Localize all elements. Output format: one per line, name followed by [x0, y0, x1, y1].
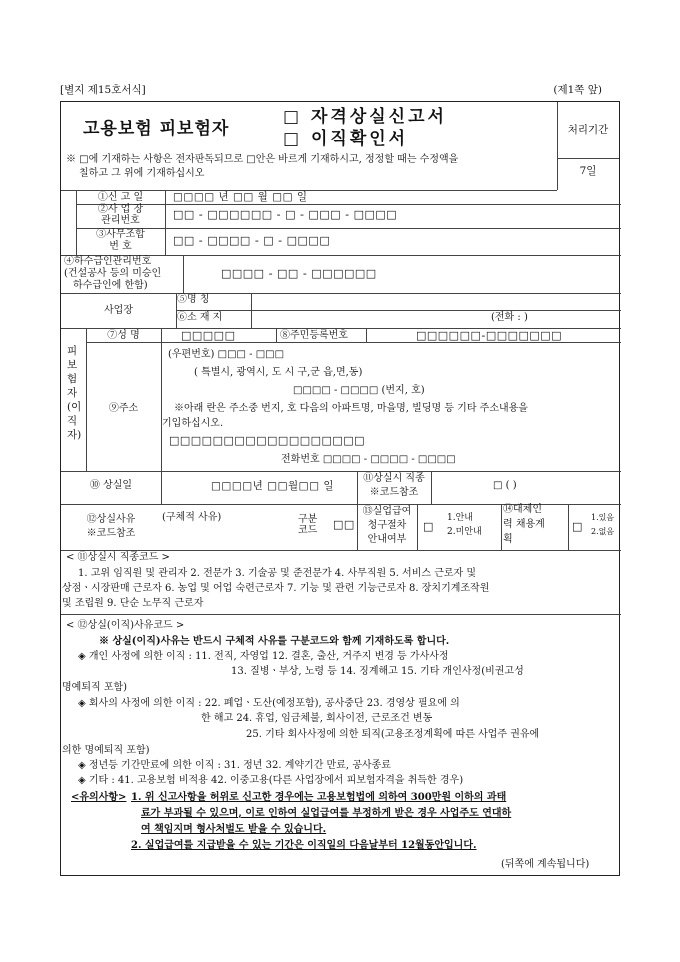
- reason-code-label: 코드: [298, 525, 318, 536]
- job-codes-line: 상점ㆍ시장판매 근로자 6. 농업 및 어업 숙련근로자 7. 기능 및 관련 기능근로자 8. 장치기계조작원: [62, 583, 490, 594]
- loss-reason-label: ⑫상실사유: [86, 514, 136, 525]
- caution-line: 1. 위 신고사항을 허위로 신고한 경우에는 고용보험법에 의하여 300만원 이하의 과태: [131, 792, 507, 803]
- reason-codes-line: ◈ 개인 사정에 의한 이직 : 11. 전직, 자영업 12. 결혼, 출산, 거주지 변경 등 가사사정: [78, 651, 449, 662]
- reason-codes-line: 의한 명예퇴직 포함): [62, 745, 150, 756]
- insured-name-field[interactable]: □□□□□: [181, 329, 236, 342]
- reason-codes-line: ◈ 정년등 기간만료에 의한 이직 : 31. 정년 32. 계약기간 만료, 공사종료: [78, 760, 391, 771]
- job-codes-line: 1. 고위 임직원 및 관리자 2. 전문가 3. 기술공 및 준전문가 4. 사무직원 5. 서비스 근로자 및: [78, 568, 477, 579]
- replacement-hire-checkbox[interactable]: □: [572, 520, 583, 533]
- reason-codes-line: 한 해고 24. 휴업, 임금체불, 회사이전, 근로조건 변동: [201, 713, 433, 724]
- benefit-guide-checkbox[interactable]: □: [423, 520, 434, 533]
- job-type-field[interactable]: □ ( ): [493, 480, 517, 491]
- subcontractor-field[interactable]: □□□□ - □□ - □□□□□□: [221, 267, 377, 280]
- reason-codes-line: ◈ 회사의 사정에 의한 이직 : 22. 폐업ㆍ도산(예정포함), 공사중단 23. 경영상 필요에 의: [78, 698, 460, 709]
- reason-codes-line: 명예퇴직 포함): [62, 682, 128, 693]
- report-date-label: ①신 고 일: [97, 192, 144, 203]
- address-label: ⑨주소: [108, 403, 139, 414]
- report-form: [60, 101, 620, 876]
- report-date-field[interactable]: □□□□ 년 □□ 월 □□ 일: [173, 191, 308, 203]
- job-codes-title: < ⑪상실시 직종코드 >: [66, 552, 170, 563]
- phone-field[interactable]: 전화번호 □□□□ - □□□□ - □□□□: [281, 454, 456, 465]
- replacement-hire-label: ⑭대체인: [503, 504, 542, 515]
- caution-label: <유의사항>: [71, 792, 127, 803]
- notice-line: 칠하고 그 위에 기재하십시오: [79, 168, 205, 179]
- form-title: 고용보험 피보험자: [83, 119, 230, 139]
- job-type-label: ※코드참조: [369, 487, 419, 498]
- processing-period-label: 처리기간: [567, 124, 609, 136]
- loss-reason-label: ※코드참조: [86, 528, 136, 539]
- subcontractor-label: ④하수급인관리번호: [64, 256, 152, 267]
- union-no-label: 번 호: [109, 241, 132, 252]
- address-note: ※아래 란은 주소중 번지, 호 다음의 아파트명, 마을명, 빌딩명 등 기타 주소내용을: [174, 403, 528, 414]
- address-detail-field[interactable]: □□□□□□□□□□□□□□□□□□: [169, 434, 366, 447]
- lot-number-field[interactable]: □□□□ - □□□□ (번지, 호): [293, 385, 425, 396]
- loss-date-label: ⑩ 상실일: [89, 480, 133, 491]
- processing-period-value: 7일: [579, 165, 597, 177]
- caution-line: 여 책임지며 형사처벌도 받을 수 있습니다.: [141, 824, 327, 835]
- rrn-label: ⑧주민등록번호: [280, 330, 348, 341]
- replacement-option: 1.있음: [591, 513, 615, 522]
- loss-date-field[interactable]: □□□□년 □□월□□ 일: [211, 480, 334, 492]
- workplace-name-label: ⑤명 칭: [177, 294, 210, 305]
- workplace-no-label: 관리번호: [101, 215, 140, 226]
- reason-codes-line: ◈ 기타 : 41. 고용보험 비적용 42. 이중고용(다른 사업장에서 피보험자격을 취득한 경우): [78, 775, 464, 786]
- reason-code-label: 구분: [298, 514, 318, 525]
- reason-codes-line: 13. 질병ㆍ부상, 노령 등 14. 징계해고 15. 기타 개인사정(비권고성: [231, 666, 524, 677]
- job-codes-line: 및 조립원 9. 단순 노무직 근로자: [62, 598, 204, 609]
- option-separation-cert[interactable]: □ 이직확인서: [283, 129, 409, 149]
- reason-codes-title: < ⑫상실(이직)사유코드 >: [66, 620, 185, 631]
- form-number: [별지 제15호서식]: [60, 84, 146, 96]
- workplace-no-field[interactable]: □□ - □□□□□□ - □ - □□□ - □□□□: [173, 208, 398, 221]
- workplace-no-label: ②사 업 장: [97, 204, 144, 215]
- insured-name-label: ⑦성 명: [107, 330, 140, 341]
- workplace-label: 사업장: [104, 305, 133, 316]
- reason-codes-line: 25. 기타 회사사정에 의한 퇴직(고용조정계획에 따른 사업주 권유에: [246, 729, 540, 740]
- replacement-option: 2.없음: [591, 527, 615, 536]
- address-note: 기입하십시오.: [162, 418, 224, 429]
- benefit-option: 2.미안내: [447, 527, 482, 537]
- workplace-address-label: ⑥소 재 지: [177, 312, 223, 323]
- reason-code-field[interactable]: □□: [333, 518, 355, 531]
- replacement-hire-label: 력 채용계: [503, 519, 545, 530]
- page-indicator: (제1쪽 앞): [553, 84, 602, 96]
- workplace-phone[interactable]: (전화 : ): [491, 312, 528, 323]
- benefit-guide-label: 청구절차: [367, 520, 407, 531]
- subcontractor-label: (건설공사 등의 미승인: [64, 268, 162, 279]
- replacement-hire-label: 획: [503, 534, 513, 545]
- reason-codes-note: ※ 상실(이직)사유는 반드시 구체적 사유를 구분코드와 함께 기재하도록 합니다.: [99, 636, 450, 647]
- notice-line: ※ □에 기재하는 사항은 전자판독되므로 □안은 바르게 기재하시고, 정정할 때는 수정액을: [66, 154, 459, 165]
- option-loss-report[interactable]: □ 자격상실신고서: [283, 107, 447, 127]
- reason-detail-field[interactable]: (구체적 사유): [162, 512, 222, 523]
- subcontractor-label: 하수급인에 한함): [73, 280, 148, 291]
- benefit-guide-label: 안내여부: [367, 534, 407, 545]
- union-no-field[interactable]: □□ - □□□□ - □ - □□□□: [173, 234, 331, 247]
- caution-line: 료가 부과될 수 있으며, 이로 인하여 실업급여를 부정하게 받은 경우 사업주도 연대하: [141, 808, 512, 819]
- region-field[interactable]: ( 특별시, 광역시, 도 시 구,군 읍,면,동): [194, 367, 363, 378]
- rrn-field[interactable]: □□□□□□-□□□□□□□: [416, 329, 563, 342]
- caution-line: 2. 실업급여를 지급받을 수 있는 기간은 이직일의 다음날부터 12월동안입니다.: [131, 840, 477, 851]
- continue-note: (뒤쪽에 계속됩니다): [501, 859, 590, 870]
- union-no-label: ③사무조합: [96, 229, 145, 240]
- benefit-option: 1.안내: [447, 513, 473, 523]
- insured-side-label: 피보험자(이직자): [67, 345, 82, 441]
- postal-code-field[interactable]: (우편번호) □□□ - □□□: [168, 349, 285, 360]
- job-type-label: ⑪상실시 직종: [363, 473, 425, 484]
- benefit-guide-label: ⑬실업급여: [362, 506, 412, 517]
